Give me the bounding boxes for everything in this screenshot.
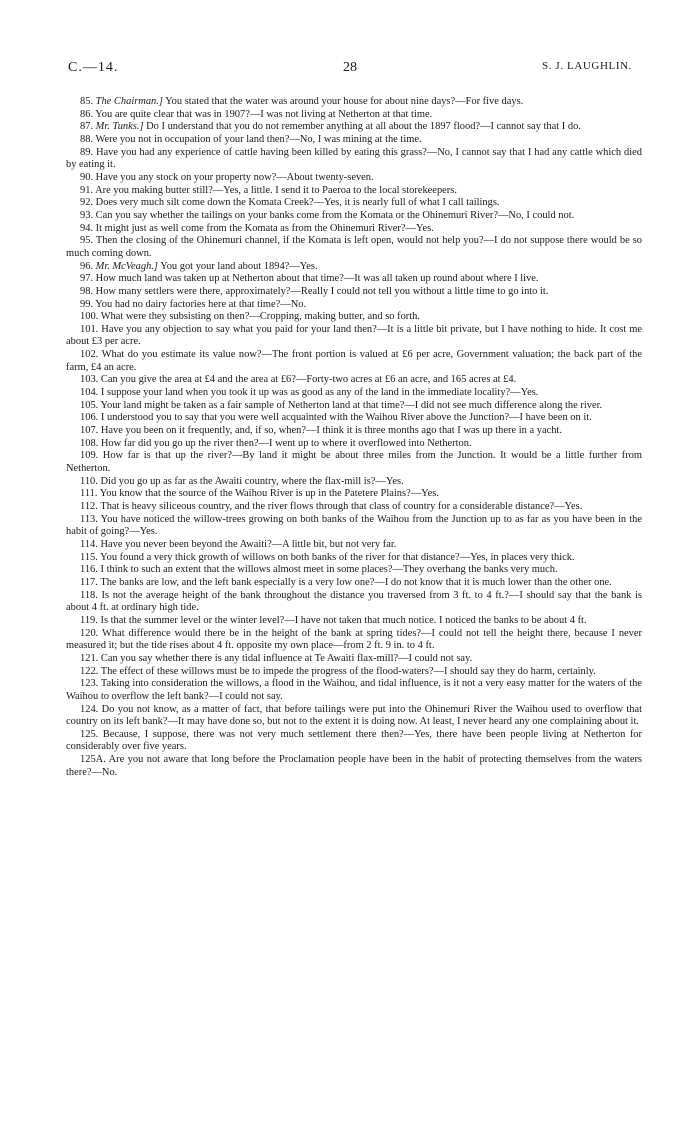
question-paragraph: [66, 261, 642, 274]
question-text: Taking into consideration the willows, a flood in the Waihou, and tidal influence, is it not a very easy matter for the waters of the Waihou to overflow the left bank?—I could not say.: [66, 678, 643, 702]
question-number: 103.: [80, 374, 99, 386]
question-number: 86.: [80, 108, 94, 120]
question-paragraph: [66, 210, 642, 223]
question-number: 89.: [80, 146, 94, 158]
question-text: Does very much silt come down the Komata Creek?—Yes, it is nearly full of what I call tailings.: [95, 197, 500, 209]
question-text: Is not the average height of the bank throughout the distance you traversed from 3 ft. to 4 ft.?—I should say that the bank is about 4 ft. at ordinary high tide.: [66, 589, 642, 614]
question-text: Have you never been beyond the Awaiti?—A little bit, but not very far.: [100, 538, 397, 550]
question-number: 96.: [80, 260, 94, 272]
question-number: 109.: [80, 450, 99, 462]
question-paragraph: [66, 185, 642, 198]
question-number: 91.: [80, 184, 94, 196]
question-number: 100.: [80, 311, 99, 323]
question-number: 121.: [80, 652, 99, 664]
question-text: How far did you go up the river then?—I went up to where it overflowed into Netherton.: [100, 437, 472, 449]
page-header: [68, 60, 632, 82]
question-number: 99.: [80, 298, 94, 310]
question-text: Were you not in occupation of your land then?—No, I was mining at the time.: [95, 133, 422, 145]
question-text: How much land was taken up at Netherton about that time?—It was all taken up round about where I live.: [95, 273, 539, 285]
question-text: Are you not aware that long before the Proclamation people have been in the habit of protecting themselves from the waters there?—No.: [66, 754, 642, 778]
question-paragraph: [66, 729, 642, 754]
question-text: The effect of these willows must be to impede the progress of the flood-waters?—I should say they do harm, certainly.: [100, 665, 596, 677]
question-text: You had no dairy factories here at that time?—No.: [95, 298, 307, 310]
question-number: 118.: [80, 589, 98, 601]
question-number: 102.: [80, 349, 99, 361]
question-number: 119.: [80, 614, 98, 626]
question-number: 124.: [80, 703, 99, 715]
question-number: 98.: [80, 285, 94, 297]
question-paragraph: [66, 501, 642, 514]
question-paragraph: [66, 577, 642, 590]
question-paragraph: [66, 235, 642, 260]
question-text: Are you making butter still?—Yes, a little. I send it to Paeroa to the local storekeepers.: [95, 184, 457, 196]
question-text: Did you go up as far as the Awaiti country, where the flax-mill is?—Yes.: [100, 475, 404, 487]
question-paragraph: [66, 286, 642, 299]
evidence-body: [66, 96, 642, 779]
question-number: 104.: [80, 387, 99, 399]
question-text: The banks are low, and the left bank especially is a very low one?—I do not know that it is much lower than the other one.: [100, 576, 612, 588]
question-paragraph: [66, 223, 642, 236]
question-number: 110.: [80, 475, 98, 487]
question-paragraph: [66, 450, 642, 475]
question-paragraph: [66, 488, 642, 501]
question-number: 107.: [80, 425, 99, 437]
question-number: 101.: [80, 323, 99, 335]
question-paragraph: [66, 96, 642, 109]
question-paragraph: [66, 311, 642, 324]
question-number: 95.: [80, 235, 94, 247]
question-number: 97.: [80, 273, 94, 285]
question-paragraph: [66, 374, 642, 387]
question-number: 105.: [80, 399, 99, 411]
question-number: 93.: [80, 209, 94, 221]
question-text: Do I understand that you do not remember anything at all about the 1897 flood?—I cannot say that I do.: [143, 121, 581, 133]
question-number: 94.: [80, 222, 94, 234]
speaker-name: Mr. McVeagh.]: [95, 260, 158, 272]
question-paragraph: [66, 615, 642, 628]
question-number: 117.: [80, 576, 98, 588]
question-text: Have you any objection to say what you paid for your land then?—It is a little bit private, but I have nothing to hide. It cost me about £3 per acre.: [66, 323, 643, 348]
question-paragraph: [66, 678, 642, 703]
question-paragraph: [66, 299, 642, 312]
question-paragraph: [66, 273, 642, 286]
question-paragraph: [66, 438, 642, 451]
question-text: You know that the source of the Waihou River is up in the Patetere Plains?—Yes.: [99, 488, 439, 500]
question-number: 92.: [80, 197, 94, 209]
question-paragraph: [66, 514, 642, 539]
witness-name: S. J. LAUGHLIN.: [542, 60, 632, 72]
question-text: How many settlers were there, approximately?—Really I could not tell you without a little time to go into it.: [95, 285, 549, 297]
question-paragraph: [66, 172, 642, 185]
question-text: What were they subsisting on then?—Cropping, making butter, and so forth.: [100, 311, 421, 323]
question-number: 88.: [80, 133, 94, 145]
paper-reference: C.—14.: [68, 60, 119, 75]
question-text: Can you say whether there is any tidal influence at Te Awaiti flax-mill?—I could not say.: [100, 652, 473, 664]
speaker-name: Mr. Tunks.]: [95, 121, 144, 133]
question-paragraph: [66, 400, 642, 413]
question-text: You have noticed the willow-trees growing on both banks of the Waihou from the Junction up to as far as you have been in the habit of going?—Yes.: [66, 513, 642, 538]
question-text: Can you give the area at £4 and the area at £6?—Forty-two acres at £6 an acre, and 165 acres at £4.: [100, 374, 517, 386]
question-number: 125A.: [80, 754, 106, 766]
question-paragraph: [66, 134, 642, 147]
question-number: 112.: [80, 501, 98, 512]
question-number: 90.: [80, 171, 94, 183]
question-text: Then the closing of the Ohinemuri channel, if the Komata is left open, would not help you?—I do not suppose there would be so much coming down.: [66, 235, 642, 259]
question-number: 116.: [80, 564, 98, 576]
question-text: I think to such an extent that the willows almost meet in some places?—They overhang the banks very much.: [100, 564, 558, 576]
question-number: 108.: [80, 437, 99, 449]
question-number: 114.: [80, 538, 98, 550]
question-paragraph: [66, 121, 642, 134]
question-text: You are quite clear that was in 1907?—I was not living at Netherton at that time.: [95, 108, 433, 120]
question-text: Because, I suppose, there was not very much settlement there then?—Yes, there have been people living at Netherton for considerably over five years.: [66, 728, 642, 753]
question-text: That is heavy siliceous country, and the river flows through that class of country for a considerable distance?—Yes.: [100, 501, 583, 512]
question-paragraph: [66, 754, 642, 779]
question-text: Can you say whether the tailings on your banks come from the Komata or the Ohinemuri River?—No, I could not.: [95, 209, 575, 221]
question-text: Your land might be taken as a fair sample of Netherton land at that time?—I did not see much difference along the river.: [100, 399, 603, 411]
question-paragraph: [66, 564, 642, 577]
question-paragraph: [66, 387, 642, 400]
question-paragraph: [66, 147, 642, 172]
question-paragraph: [66, 197, 642, 210]
question-number: 123.: [80, 678, 99, 690]
question-text: Do you not know, as a matter of fact, that before tailings were put into the Ohinemuri River the Waihou used to overflow that country on its left bank?—It may have done so, but not to the extent it is doing now. At least, I never heard any one complaining about it.: [66, 703, 643, 728]
question-text: Have you had any experience of cattle having been killed by eating this grass?—No, I cannot say that I had any cattle which died by eating it.: [66, 146, 642, 171]
question-paragraph: [66, 412, 642, 425]
question-text: I suppose your land when you took it up was as good as any of the land in the immediate locality?—Yes.: [100, 387, 539, 399]
question-text: You stated that the water was around your house for about nine days?—For five days.: [162, 96, 524, 107]
question-paragraph: [66, 552, 642, 565]
question-text: Have you been on it frequently, and, if so, when?—I think it is three months ago that I was up there in a yacht.: [100, 425, 562, 437]
question-text: It might just as well come from the Komata as from the Ohinemuri River?—Yes.: [95, 222, 434, 234]
question-text: How far is that up the river?—By land it might be about three miles from the Junction. It would be a little further from Netherton.: [66, 450, 643, 475]
question-number: 115.: [80, 551, 98, 563]
question-paragraph: [66, 349, 642, 374]
question-text: I understood you to say that you were well acquainted with the Waihou River above the Junction?—I have been on it.: [100, 412, 592, 424]
question-number: 106.: [80, 412, 99, 424]
page-number: 28: [343, 60, 357, 75]
question-paragraph: [66, 653, 642, 666]
speaker-name: The Chairman.]: [95, 96, 163, 107]
question-text: Have you any stock on your property now?—About twenty-seven.: [95, 171, 374, 183]
question-paragraph: [66, 590, 642, 615]
question-number: 120.: [80, 627, 99, 639]
question-number: 111.: [80, 488, 98, 500]
question-paragraph: [66, 109, 642, 122]
question-number: 122.: [80, 665, 99, 677]
question-paragraph: [66, 324, 642, 349]
question-number: 113.: [80, 513, 98, 525]
question-text: You got your land about 1894?—Yes.: [157, 260, 318, 272]
question-paragraph: [66, 628, 642, 653]
question-paragraph: [66, 666, 642, 679]
question-number: 125.: [80, 728, 99, 740]
question-paragraph: [66, 425, 642, 438]
question-number: 85.: [80, 96, 94, 107]
question-number: 87.: [80, 121, 94, 133]
question-paragraph: [66, 704, 642, 729]
question-text: You found a very thick growth of willows on both banks of the river for that distance?—Yes, in places very thick.: [100, 551, 575, 563]
question-paragraph: [66, 476, 642, 489]
question-text: Is that the summer level or the winter level?—I have not taken that much notice. I noticed the banks to be about 4 ft.: [100, 614, 587, 626]
question-text: What difference would there be in the height of the bank at spring tides?—I could not tell the height there, because I never measured it; but the tide rises about 4 ft. opposite my own place—from 2 ft. 9 in. to 4 ft.: [66, 627, 643, 652]
question-paragraph: [66, 539, 642, 552]
question-text: What do you estimate its value now?—The front portion is valued at £6 per acre, Government valuation; the back part of the farm, £4 an acre.: [66, 349, 642, 373]
